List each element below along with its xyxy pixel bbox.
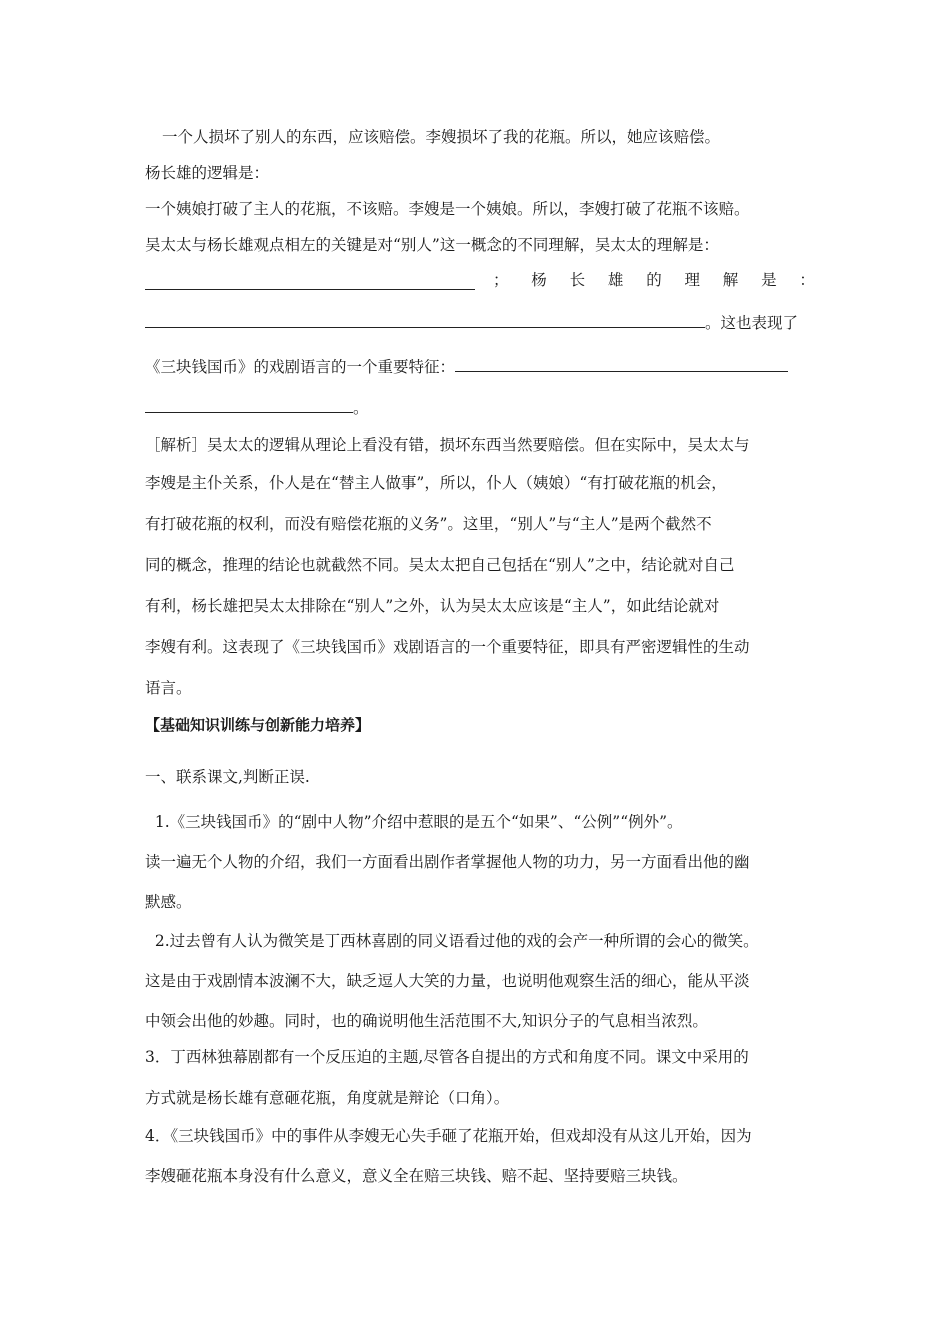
- answer-blank-2[interactable]: [145, 313, 705, 328]
- intro-line-2: 杨长雄的逻辑是：: [145, 164, 270, 182]
- analysis-line: 李嫂是主仆关系，仆人是在“替主人做事”，所以，仆人（姨娘）“有打破花瓶的机会，: [145, 474, 727, 492]
- question-line: 中领会出他的妙趣。同时，也的确说明他生活范围不大,知识分子的气息相当浓烈。: [145, 1012, 708, 1030]
- answer-row-1: [145, 270, 815, 290]
- row-char: 是: [761, 271, 777, 289]
- question-line: 这是由于戏剧情本波澜不大，缺乏逗人大笑的力量，也说明他观察生活的细心，能从平淡: [145, 972, 750, 990]
- question-line: 1.《三块钱国币》的“剧中人物”介绍中惹眼的是五个“如果”、“公例”“例外”。: [145, 813, 683, 831]
- row-char: ：: [799, 271, 815, 289]
- row-char: 理: [684, 271, 700, 289]
- row-char: 杨: [531, 271, 547, 289]
- row-char: 长: [569, 271, 586, 289]
- intro-line-3: 一个姨娘打破了主人的花瓶，不该赔。李嫂是一个姨娘。所以，李嫂打破了花瓶不该赔。: [145, 200, 750, 218]
- question-line: 李嫂砸花瓶本身没有什么意义，意义全在赔三块钱、赔不起、坚持要赔三块钱。: [145, 1167, 688, 1185]
- answer-row-2-text: 。这也表现了: [705, 314, 799, 332]
- analysis-line: 有打破花瓶的权利，而没有赔偿花瓶的义务”。这里，“别人”与“主人”是两个截然不: [145, 515, 712, 533]
- intro-line-1: 一个人损坏了别人的东西，应该赔偿。李嫂损坏了我的花瓶。所以，她应该赔偿。: [162, 128, 721, 146]
- question-line: 默感。: [145, 893, 192, 911]
- analysis-line: 李嫂有利。这表现了《三块钱国币》戏剧语言的一个重要特征，即具有严密逻辑性的生动: [145, 638, 750, 656]
- answer-row-4: [145, 398, 369, 418]
- analysis-line: 同的概念，推理的结论也就截然不同。吴太太把自己包括在“别人”之中，结论就对自己: [145, 556, 735, 574]
- answer-blank-1[interactable]: [145, 275, 475, 290]
- row-char: 雄: [607, 271, 624, 289]
- question-line: 2.过去曾有人认为微笑是丁西林喜剧的同义语看过他的戏的会产一种所谓的会心的微笑。: [145, 932, 759, 950]
- answer-blank-4[interactable]: [145, 398, 353, 413]
- intro-line-4: 吴太太与杨长雄观点相左的关键是对“别人”这一概念的不同理解，吴太太的理解是：: [145, 236, 719, 254]
- answer-blank-3[interactable]: [455, 357, 788, 372]
- question-line: 3．丁西林独幕剧都有一个反压迫的主题,尽管各自提出的方式和角度不同。课文中采用的: [145, 1048, 749, 1066]
- question-line: 读一遍无个人物的介绍，我们一方面看出剧作者掌握他人物的功力，另一方面看出他的幽: [145, 853, 750, 871]
- part-1-title: 一、联系课文,判断正误.: [145, 768, 310, 786]
- answer-row-1-text: [475, 270, 815, 290]
- question-line: 方式就是杨长雄有意砸花瓶，角度就是辩论（口角）。: [145, 1089, 510, 1107]
- answer-row-4-text: 。: [353, 399, 369, 417]
- row-char: 的: [646, 271, 662, 289]
- answer-row-3-text: 《三块钱国币》的戏剧语言的一个重要特征：: [145, 358, 456, 376]
- blank-separator: ；: [493, 271, 509, 289]
- question-line: 4．《三块钱国币》中的事件从李嫂无心失手砸了花瓶开始，但戏却没有从这儿开始，因为: [145, 1127, 752, 1145]
- analysis-line: 语言。: [145, 679, 192, 697]
- section-heading: 【基础知识训练与创新能力培养】: [145, 716, 371, 734]
- analysis-line: 有利，杨长雄把吴太太排除在“别人”之外，认为吴太太应该是“主人”，如此结论就对: [145, 597, 720, 615]
- answer-row-2: [145, 313, 798, 333]
- row-char: 解: [722, 271, 739, 289]
- answer-row-3: [145, 357, 788, 377]
- analysis-line: ［解析］吴太太的逻辑从理论上看没有错，损坏东西当然要赔偿。但在实际中，吴太太与: [145, 436, 750, 454]
